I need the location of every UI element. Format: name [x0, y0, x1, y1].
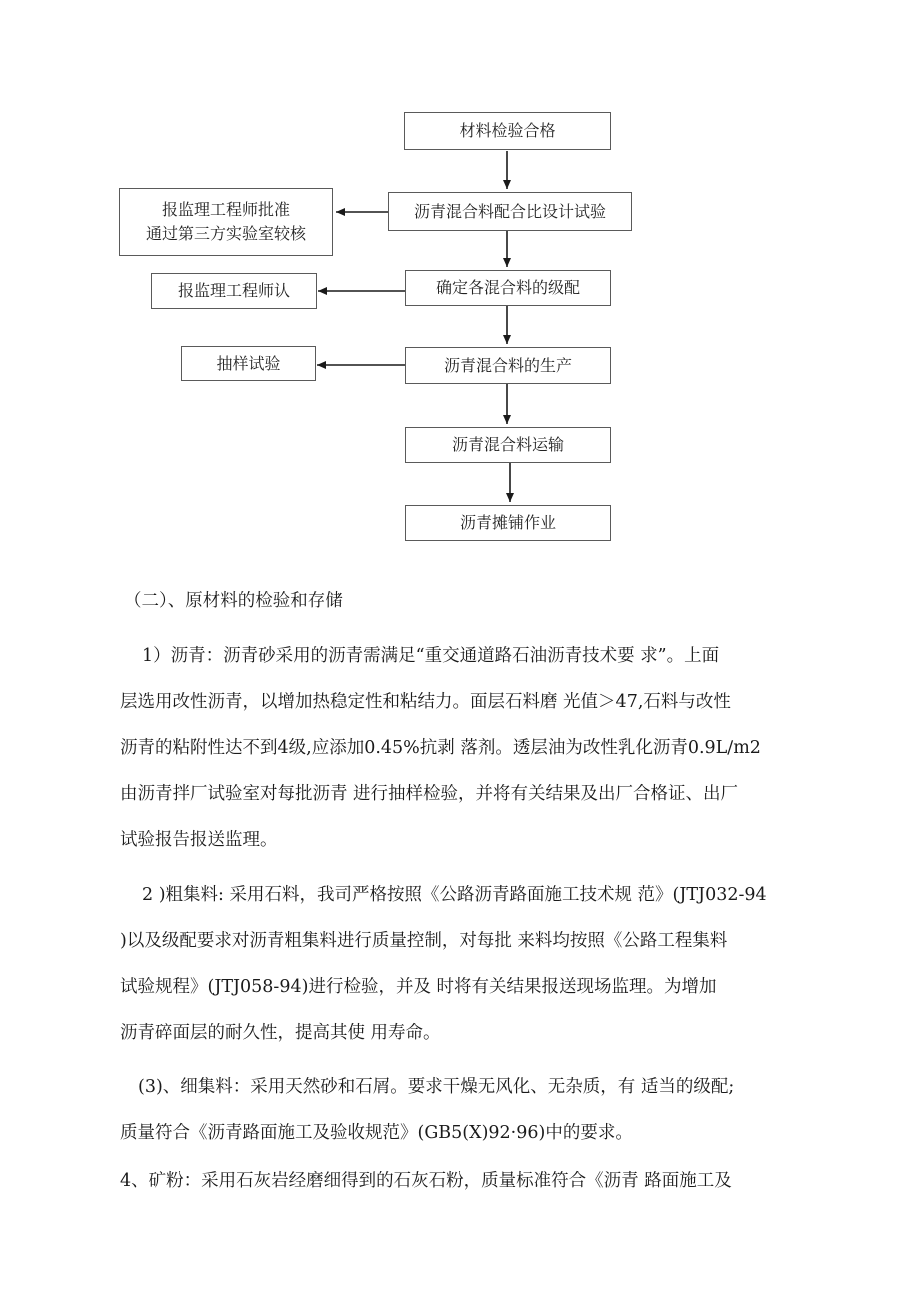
text-line: (3)、细集料：采用天然砂和石屑。要求干燥无风化、无杂质，有 适当的级配; [138, 1077, 735, 1097]
text-line: 2 )粗集料: 采用石料，我司严格按照《公路沥青路面施工技术规 范》(JTJ032-94 [142, 885, 767, 905]
paragraph-fine-aggregate [120, 1064, 840, 1156]
flow-box-mix-transport: 沥青混合料运输 [405, 427, 611, 463]
flow-box-determine-grading: 确定各混合料的级配 [405, 270, 611, 306]
text-line: )以及级配要求对沥青粗集料进行质量控制，对每批 来料均按照《公路工程集料 [120, 931, 728, 951]
paragraph-mineral-powder [120, 1158, 840, 1204]
text-line: 试验规程》(JTJ058-94)进行检验，并及 时将有关结果报送现场监理。为增加 [120, 977, 717, 997]
text-line: 层选用改性沥青，以增加热稳定性和粘结力。面层石料磨 光值＞47,石料与改性 [120, 692, 731, 712]
text-line: 由沥青拌厂试验室对每批沥青 进行抽样检验，并将有关结果及出厂合格证、出厂 [120, 784, 739, 804]
text-line: 试验报告报送监理。 [120, 830, 278, 850]
text-line: 沥青碎面层的耐久性，提高其使 用寿命。 [120, 1023, 441, 1043]
flow-box-mix-production: 沥青混合料的生产 [405, 347, 611, 384]
flow-box-supervisor-approval-line-2: 通过第三方实验室较核 [145, 224, 306, 243]
text-line: 沥青的粘附性达不到4级,应添加0.45%抗剥 落剂。透层油为改性乳化沥青0.9L∕m2 [120, 738, 761, 758]
paragraph-asphalt [120, 633, 840, 863]
flow-box-supervisor-approval [119, 188, 333, 256]
paragraph-coarse-aggregate [120, 872, 840, 1056]
flow-box-mix-design-test: 沥青混合料配合比设计试验 [388, 192, 632, 231]
flow-box-paving-work: 沥青摊铺作业 [405, 505, 611, 541]
flow-box-supervisor-approval-line-1: 报监理工程师批准 [161, 200, 290, 219]
text-line: 4、矿粉：采用石灰岩经磨细得到的石灰石粉，质量标准符合《沥青 路面施工及 [120, 1171, 732, 1191]
text-line: 质量符合《沥青路面施工及验收规范》(GB5(X)92·96)中的要求。 [120, 1123, 633, 1143]
text-line: 1）沥青：沥青砂采用的沥青需满足“重交通道路石油沥青技术要 求”。上面 [142, 646, 720, 666]
flow-box-supervisor-confirm: 报监理工程师认 [151, 273, 317, 309]
flow-box-sampling-test: 抽样试验 [181, 346, 316, 381]
flow-box-material-passed: 材料检验合格 [404, 112, 611, 150]
section-heading: （二）、原材料的检验和存储 [124, 591, 343, 611]
